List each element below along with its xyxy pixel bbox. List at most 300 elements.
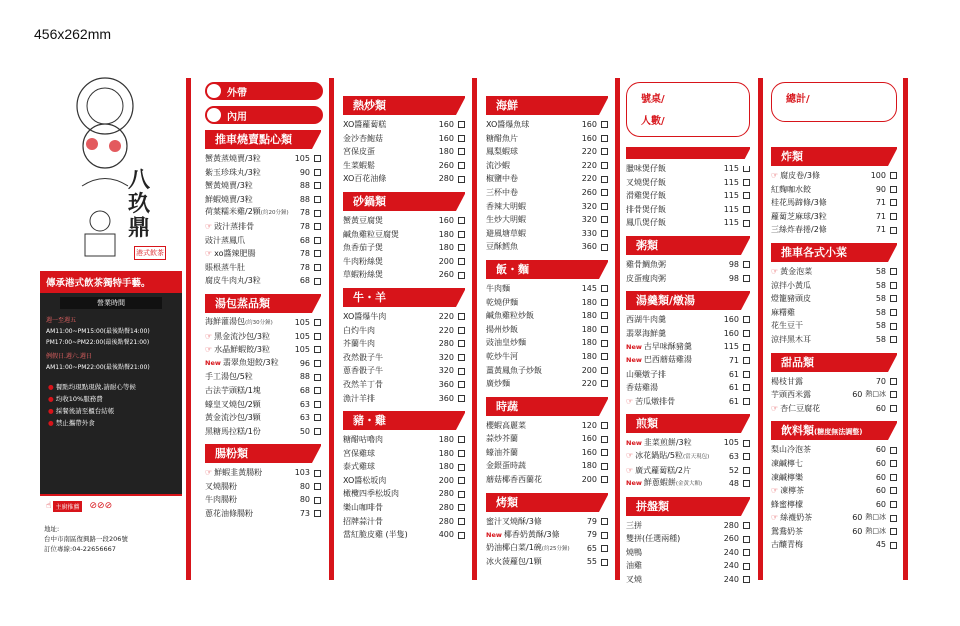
order-checkbox[interactable] bbox=[458, 231, 465, 238]
item-label: 鳳梨蝦球 bbox=[486, 147, 518, 157]
order-checkbox[interactable] bbox=[314, 346, 321, 353]
order-checkbox[interactable] bbox=[890, 309, 897, 316]
menu-item-row[interactable] bbox=[626, 176, 750, 190]
order-checkbox[interactable] bbox=[458, 354, 465, 361]
menu-item-row[interactable] bbox=[486, 377, 608, 391]
menu-item-row[interactable] bbox=[486, 159, 608, 173]
menu-item-row[interactable] bbox=[486, 555, 608, 569]
menu-item-row[interactable] bbox=[626, 532, 750, 546]
takeout-option[interactable]: 外帶 bbox=[205, 82, 323, 100]
menu-item-row[interactable] bbox=[626, 395, 750, 409]
order-checkbox[interactable] bbox=[743, 522, 750, 529]
menu-item-row[interactable] bbox=[771, 196, 897, 210]
menu-item-row[interactable] bbox=[343, 378, 465, 392]
menu-item-row[interactable] bbox=[343, 433, 465, 447]
order-checkbox[interactable] bbox=[601, 353, 608, 360]
order-checkbox[interactable] bbox=[458, 162, 465, 169]
menu-item-row[interactable] bbox=[343, 447, 465, 461]
order-checkbox[interactable] bbox=[314, 401, 321, 408]
menu-item-row[interactable] bbox=[343, 172, 465, 186]
order-checkbox[interactable] bbox=[743, 330, 750, 337]
item-price: 48 bbox=[728, 479, 739, 489]
order-checkbox[interactable] bbox=[601, 203, 608, 210]
item-price: 105 bbox=[294, 317, 310, 327]
menu-item-row[interactable] bbox=[205, 316, 321, 330]
order-checkbox[interactable] bbox=[890, 515, 897, 522]
total-box[interactable] bbox=[771, 82, 897, 122]
order-checkbox[interactable] bbox=[458, 518, 465, 525]
order-checkbox[interactable] bbox=[314, 250, 321, 257]
menu-item-row[interactable] bbox=[626, 381, 750, 395]
item-label: 滑雞煲仔飯 bbox=[626, 191, 666, 201]
order-checkbox[interactable] bbox=[743, 344, 750, 351]
menu-item-row[interactable] bbox=[205, 166, 321, 180]
menu-item-row[interactable] bbox=[486, 515, 608, 529]
menu-item-row[interactable] bbox=[343, 255, 465, 269]
people-count-label: 人數/ bbox=[641, 116, 665, 127]
hand-pointer-icon: ☞ bbox=[626, 396, 634, 406]
order-checkbox[interactable] bbox=[314, 510, 321, 517]
item-label: 水晶鮮蝦餃/3粒 bbox=[214, 345, 270, 355]
order-checkbox[interactable] bbox=[890, 405, 897, 412]
menu-item-row[interactable] bbox=[205, 384, 321, 398]
order-checkbox[interactable] bbox=[458, 340, 465, 347]
menu-item-row[interactable] bbox=[486, 432, 608, 446]
menu-item-row[interactable] bbox=[486, 528, 608, 542]
menu-item-row[interactable] bbox=[626, 272, 750, 286]
menu-item-row[interactable] bbox=[343, 132, 465, 146]
section-header bbox=[343, 96, 465, 115]
order-checkbox[interactable] bbox=[890, 295, 897, 302]
order-checkbox[interactable] bbox=[890, 323, 897, 330]
menu-item-row[interactable] bbox=[486, 186, 608, 200]
order-checkbox[interactable] bbox=[890, 378, 897, 385]
menu-item-row[interactable] bbox=[771, 333, 897, 347]
order-checkbox[interactable] bbox=[743, 371, 750, 378]
order-checkbox[interactable] bbox=[458, 368, 465, 375]
item-price: 260 bbox=[438, 270, 454, 280]
item-price: 58 bbox=[875, 334, 886, 344]
menu-item-row[interactable] bbox=[486, 364, 608, 378]
menu-item-row[interactable] bbox=[771, 279, 897, 293]
order-checkbox[interactable] bbox=[601, 340, 608, 347]
order-checkbox[interactable] bbox=[458, 464, 465, 471]
order-checkbox[interactable] bbox=[314, 182, 321, 189]
order-checkbox[interactable] bbox=[458, 477, 465, 484]
order-checkbox[interactable] bbox=[890, 391, 897, 398]
order-checkbox[interactable] bbox=[743, 261, 750, 268]
menu-item-row[interactable] bbox=[205, 343, 321, 357]
menu-item-row[interactable] bbox=[486, 282, 608, 296]
menu-item-row[interactable] bbox=[343, 159, 465, 173]
order-checkbox[interactable] bbox=[458, 244, 465, 251]
order-checkbox[interactable] bbox=[601, 422, 608, 429]
menu-item-row[interactable] bbox=[343, 228, 465, 242]
order-checkbox[interactable] bbox=[743, 453, 750, 460]
order-checkbox[interactable] bbox=[314, 333, 321, 340]
menu-item-row[interactable] bbox=[343, 268, 465, 282]
order-checkbox[interactable] bbox=[890, 227, 897, 234]
order-checkbox[interactable] bbox=[743, 440, 750, 447]
menu-item-row[interactable] bbox=[205, 398, 321, 412]
order-checkbox[interactable] bbox=[458, 395, 465, 402]
menu-section-drinks bbox=[771, 421, 897, 552]
menu-item-row[interactable] bbox=[626, 477, 750, 491]
order-checkbox[interactable] bbox=[314, 360, 321, 367]
order-checkbox[interactable] bbox=[314, 210, 321, 217]
menu-item-row[interactable] bbox=[626, 519, 750, 533]
order-checkbox[interactable] bbox=[601, 449, 608, 456]
dine-in-option[interactable]: 內用 bbox=[205, 106, 323, 124]
menu-item-row[interactable] bbox=[205, 206, 321, 220]
menu-item-row[interactable] bbox=[771, 388, 897, 402]
item-price: 100 bbox=[870, 171, 886, 180]
hand-pointer-icon: ☞ bbox=[771, 403, 779, 413]
item-note: (金黃大顆) bbox=[675, 481, 703, 488]
menu-item-row[interactable] bbox=[343, 460, 465, 474]
order-checkbox[interactable] bbox=[314, 428, 321, 435]
order-checkbox[interactable] bbox=[314, 155, 321, 162]
order-checkbox[interactable] bbox=[314, 278, 321, 285]
item-price: 50 bbox=[299, 426, 310, 436]
hand-pointer-icon: ☞ bbox=[771, 266, 779, 276]
menu-item-row[interactable] bbox=[486, 296, 608, 310]
order-checkbox[interactable] bbox=[743, 357, 750, 364]
order-checkbox[interactable] bbox=[890, 501, 897, 508]
order-checkbox[interactable] bbox=[890, 282, 897, 289]
menu-item-row[interactable] bbox=[205, 507, 321, 521]
order-checkbox[interactable] bbox=[743, 220, 750, 227]
order-checkbox[interactable] bbox=[601, 162, 608, 169]
menu-item-row[interactable] bbox=[486, 309, 608, 323]
menu-item-row[interactable] bbox=[343, 118, 465, 132]
order-checkbox[interactable] bbox=[458, 504, 465, 511]
order-checkbox[interactable] bbox=[743, 165, 750, 172]
item-price: 280 bbox=[723, 520, 739, 530]
item-name bbox=[205, 193, 290, 207]
item-price: 71 bbox=[875, 198, 886, 208]
item-label: 凍鹹檸七 bbox=[771, 458, 803, 468]
menu-item-row[interactable] bbox=[205, 261, 321, 275]
menu-item-row[interactable] bbox=[626, 368, 750, 382]
item-label: 涼拌黑木耳 bbox=[771, 334, 811, 344]
menu-item-row[interactable] bbox=[626, 258, 750, 272]
menu-item-row[interactable] bbox=[205, 330, 321, 344]
menu-item-row[interactable] bbox=[343, 392, 465, 406]
menu-item-row[interactable] bbox=[486, 240, 608, 254]
menu-item-row[interactable] bbox=[486, 172, 608, 186]
menu-item-row[interactable] bbox=[343, 364, 465, 378]
order-checkbox[interactable] bbox=[601, 216, 608, 223]
menu-item-row[interactable] bbox=[486, 542, 608, 556]
order-checkbox[interactable] bbox=[601, 148, 608, 155]
menu-item-row[interactable] bbox=[626, 546, 750, 560]
order-checkbox[interactable] bbox=[890, 336, 897, 343]
menu-item-row[interactable] bbox=[486, 213, 608, 227]
menu-item-row[interactable] bbox=[771, 525, 897, 539]
order-checkbox[interactable] bbox=[458, 272, 465, 279]
menu-item-row[interactable] bbox=[343, 324, 465, 338]
order-checkbox[interactable] bbox=[890, 460, 897, 467]
menu-item-row[interactable] bbox=[771, 319, 897, 333]
section-title: 推車各式小菜 bbox=[781, 245, 847, 259]
section-header bbox=[771, 147, 897, 166]
menu-item-row[interactable] bbox=[771, 306, 897, 320]
order-checkbox[interactable] bbox=[601, 367, 608, 374]
table-number-label: 號桌/ bbox=[641, 94, 665, 105]
order-checkbox[interactable] bbox=[314, 169, 321, 176]
order-checkbox[interactable] bbox=[743, 563, 750, 570]
menu-item-row[interactable] bbox=[343, 528, 465, 542]
menu-item-row[interactable] bbox=[626, 340, 750, 354]
menu-item-row[interactable] bbox=[771, 484, 897, 498]
item-label: 手工湯包/5粒 bbox=[205, 372, 253, 382]
menu-item-row[interactable] bbox=[771, 292, 897, 306]
order-checkbox[interactable] bbox=[890, 186, 897, 193]
menu-item-row[interactable] bbox=[626, 162, 750, 176]
order-checkbox[interactable] bbox=[314, 223, 321, 230]
menu-item-row[interactable] bbox=[771, 471, 897, 485]
order-checkbox[interactable] bbox=[890, 268, 897, 275]
order-checkbox[interactable] bbox=[601, 230, 608, 237]
menu-item-row[interactable] bbox=[205, 480, 321, 494]
item-price: 60 bbox=[852, 526, 863, 536]
order-checkbox[interactable] bbox=[601, 532, 608, 539]
menu-item-row[interactable] bbox=[205, 247, 321, 261]
order-checkbox[interactable] bbox=[314, 196, 321, 203]
hand-pointer-icon: ☞ bbox=[205, 221, 213, 231]
order-checkbox[interactable] bbox=[601, 545, 608, 552]
section-header bbox=[343, 192, 465, 211]
order-checkbox[interactable] bbox=[314, 374, 321, 381]
menu-item-row[interactable] bbox=[343, 310, 465, 324]
menu-item-row[interactable] bbox=[626, 313, 750, 327]
menu-item-row[interactable] bbox=[626, 436, 750, 450]
order-checkbox[interactable] bbox=[601, 476, 608, 483]
menu-item-row[interactable] bbox=[626, 327, 750, 341]
menu-item-row[interactable] bbox=[343, 145, 465, 159]
menu-item-row[interactable] bbox=[205, 220, 321, 234]
menu-item-row[interactable] bbox=[205, 274, 321, 288]
item-name bbox=[205, 398, 290, 412]
menu-item-row[interactable] bbox=[626, 203, 750, 217]
menu-item-row[interactable] bbox=[771, 511, 897, 525]
menu-item-row[interactable] bbox=[205, 234, 321, 248]
order-checkbox[interactable] bbox=[458, 381, 465, 388]
menu-item-row[interactable] bbox=[343, 337, 465, 351]
menu-item-row[interactable] bbox=[771, 223, 897, 237]
item-name bbox=[771, 484, 866, 498]
item-price: 360 bbox=[438, 393, 454, 403]
order-checkbox[interactable] bbox=[890, 447, 897, 454]
menu-section-rice_roll bbox=[205, 444, 321, 520]
item-name bbox=[205, 179, 290, 193]
menu-item-row[interactable] bbox=[343, 501, 465, 515]
order-checkbox[interactable] bbox=[458, 258, 465, 265]
order-checkbox[interactable] bbox=[458, 176, 465, 183]
checkbox-circle-icon[interactable] bbox=[207, 108, 221, 122]
order-checkbox[interactable] bbox=[743, 206, 750, 213]
order-checkbox[interactable] bbox=[314, 414, 321, 421]
order-checkbox[interactable] bbox=[890, 474, 897, 481]
order-checkbox[interactable] bbox=[458, 148, 465, 155]
section-header bbox=[205, 294, 321, 313]
menu-item-row[interactable] bbox=[771, 457, 897, 471]
temp-option[interactable]: 熱□冰 bbox=[865, 390, 886, 399]
menu-item-row[interactable] bbox=[205, 425, 321, 439]
new-badge: New bbox=[626, 356, 642, 365]
menu-item-row[interactable] bbox=[343, 515, 465, 529]
hand-pointer-icon: ☞ bbox=[771, 171, 779, 180]
checkbox-circle-icon[interactable] bbox=[207, 84, 221, 98]
order-checkbox[interactable] bbox=[601, 380, 608, 387]
menu-item-row[interactable] bbox=[771, 498, 897, 512]
menu-item-row[interactable] bbox=[486, 200, 608, 214]
menu-item-row[interactable] bbox=[771, 169, 897, 183]
menu-item-row[interactable] bbox=[626, 216, 750, 230]
order-checkbox[interactable] bbox=[314, 483, 321, 490]
item-price: 200 bbox=[581, 365, 597, 375]
menu-item-row[interactable] bbox=[626, 354, 750, 368]
order-checkbox[interactable] bbox=[458, 450, 465, 457]
temp-option[interactable]: 熱□冰 bbox=[865, 513, 886, 522]
new-badge: New bbox=[205, 359, 221, 368]
order-checkbox[interactable] bbox=[314, 264, 321, 271]
order-checkbox[interactable] bbox=[890, 172, 897, 179]
menu-column-5 bbox=[771, 82, 897, 558]
menu-item-row[interactable] bbox=[771, 443, 897, 457]
order-checkbox[interactable] bbox=[743, 192, 750, 199]
menu-item-row[interactable] bbox=[626, 450, 750, 464]
order-checkbox[interactable] bbox=[458, 217, 465, 224]
menu-item-row[interactable] bbox=[486, 118, 608, 132]
menu-item-row[interactable] bbox=[486, 350, 608, 364]
menu-item-row[interactable] bbox=[626, 464, 750, 478]
menu-item-row[interactable] bbox=[205, 370, 321, 384]
item-label: 廣式蘿蔔糕/2片 bbox=[635, 465, 691, 475]
section-title: 砂鍋類 bbox=[353, 194, 386, 208]
order-checkbox[interactable] bbox=[601, 135, 608, 142]
order-checkbox[interactable] bbox=[458, 121, 465, 128]
order-checkbox[interactable] bbox=[601, 436, 608, 443]
menu-item-row[interactable] bbox=[771, 538, 897, 552]
item-label: 蟹黃燒賣/3粒 bbox=[205, 181, 253, 191]
order-checkbox[interactable] bbox=[314, 237, 321, 244]
menu-item-row[interactable] bbox=[343, 351, 465, 365]
order-checkbox[interactable] bbox=[601, 463, 608, 470]
order-checkbox[interactable] bbox=[743, 384, 750, 391]
item-label: 雞骨鯛魚粥 bbox=[626, 259, 666, 269]
menu-item-row[interactable] bbox=[626, 189, 750, 203]
item-label: XO醬蘿蔔糕 bbox=[343, 120, 387, 129]
item-price: 60 bbox=[852, 513, 863, 523]
order-checkbox[interactable] bbox=[743, 316, 750, 323]
menu-item-row[interactable] bbox=[486, 446, 608, 460]
order-checkbox[interactable] bbox=[601, 559, 608, 566]
item-label: 薑黃鳳魚子炒飯 bbox=[486, 365, 542, 375]
item-label: 避風塘草蝦 bbox=[486, 228, 526, 238]
menu-item-row[interactable] bbox=[205, 411, 321, 425]
menu-item-row[interactable] bbox=[205, 357, 321, 371]
order-checkbox[interactable] bbox=[743, 549, 750, 556]
order-checkbox[interactable] bbox=[743, 179, 750, 186]
order-checkbox[interactable] bbox=[601, 299, 608, 306]
order-checkbox[interactable] bbox=[314, 319, 321, 326]
menu-item-row[interactable] bbox=[486, 145, 608, 159]
menu-item-row[interactable] bbox=[626, 573, 750, 587]
order-checkbox[interactable] bbox=[601, 285, 608, 292]
order-checkbox[interactable] bbox=[743, 480, 750, 487]
menu-item-row[interactable] bbox=[771, 265, 897, 279]
order-checkbox[interactable] bbox=[314, 470, 321, 477]
order-checkbox[interactable] bbox=[743, 275, 750, 282]
order-checkbox[interactable] bbox=[458, 135, 465, 142]
menu-item-row[interactable] bbox=[486, 459, 608, 473]
order-checkbox[interactable] bbox=[458, 532, 465, 539]
menu-item-row[interactable] bbox=[771, 402, 897, 416]
menu-item-row[interactable] bbox=[205, 179, 321, 193]
menu-item-row[interactable] bbox=[626, 559, 750, 573]
order-checkbox[interactable] bbox=[601, 518, 608, 525]
order-checkbox[interactable] bbox=[601, 121, 608, 128]
order-checkbox[interactable] bbox=[743, 398, 750, 405]
order-checkbox[interactable] bbox=[458, 313, 465, 320]
order-checkbox[interactable] bbox=[743, 536, 750, 543]
menu-item-row[interactable] bbox=[205, 193, 321, 207]
item-name bbox=[205, 356, 290, 371]
order-checkbox[interactable] bbox=[458, 327, 465, 334]
menu-item-row[interactable] bbox=[486, 227, 608, 241]
temp-option[interactable]: 熱□冰 bbox=[865, 526, 886, 535]
menu-item-row[interactable] bbox=[771, 375, 897, 389]
order-checkbox[interactable] bbox=[601, 244, 608, 251]
menu-item-row[interactable] bbox=[343, 241, 465, 255]
order-checkbox[interactable] bbox=[601, 312, 608, 319]
order-checkbox[interactable] bbox=[890, 199, 897, 206]
order-checkbox[interactable] bbox=[601, 176, 608, 183]
menu-item-row[interactable] bbox=[205, 466, 321, 480]
menu-item-row[interactable] bbox=[343, 487, 465, 501]
menu-item-row[interactable] bbox=[205, 152, 321, 166]
order-checkbox[interactable] bbox=[314, 497, 321, 504]
menu-item-row[interactable] bbox=[486, 323, 608, 337]
order-checkbox[interactable] bbox=[314, 387, 321, 394]
order-checkbox[interactable] bbox=[890, 487, 897, 494]
menu-item-row[interactable] bbox=[486, 132, 608, 146]
order-checkbox[interactable] bbox=[743, 576, 750, 583]
order-checkbox[interactable] bbox=[458, 491, 465, 498]
menu-item-row[interactable] bbox=[486, 336, 608, 350]
menu-item-row[interactable] bbox=[486, 419, 608, 433]
menu-item-row[interactable] bbox=[205, 493, 321, 507]
order-checkbox[interactable] bbox=[743, 467, 750, 474]
order-checkbox[interactable] bbox=[458, 436, 465, 443]
menu-item-row[interactable] bbox=[771, 210, 897, 224]
menu-item-row[interactable] bbox=[343, 214, 465, 228]
table-number-box[interactable] bbox=[626, 82, 750, 137]
menu-item-row[interactable] bbox=[771, 183, 897, 197]
menu-item-row[interactable] bbox=[343, 474, 465, 488]
order-checkbox[interactable] bbox=[601, 326, 608, 333]
order-checkbox[interactable] bbox=[890, 213, 897, 220]
item-price: 115 bbox=[723, 177, 739, 187]
order-checkbox[interactable] bbox=[890, 528, 897, 535]
menu-item-row[interactable] bbox=[486, 473, 608, 487]
item-name bbox=[205, 466, 290, 480]
order-checkbox[interactable] bbox=[890, 542, 897, 549]
order-checkbox[interactable] bbox=[601, 189, 608, 196]
item-label: 揚州炒飯 bbox=[486, 324, 518, 334]
